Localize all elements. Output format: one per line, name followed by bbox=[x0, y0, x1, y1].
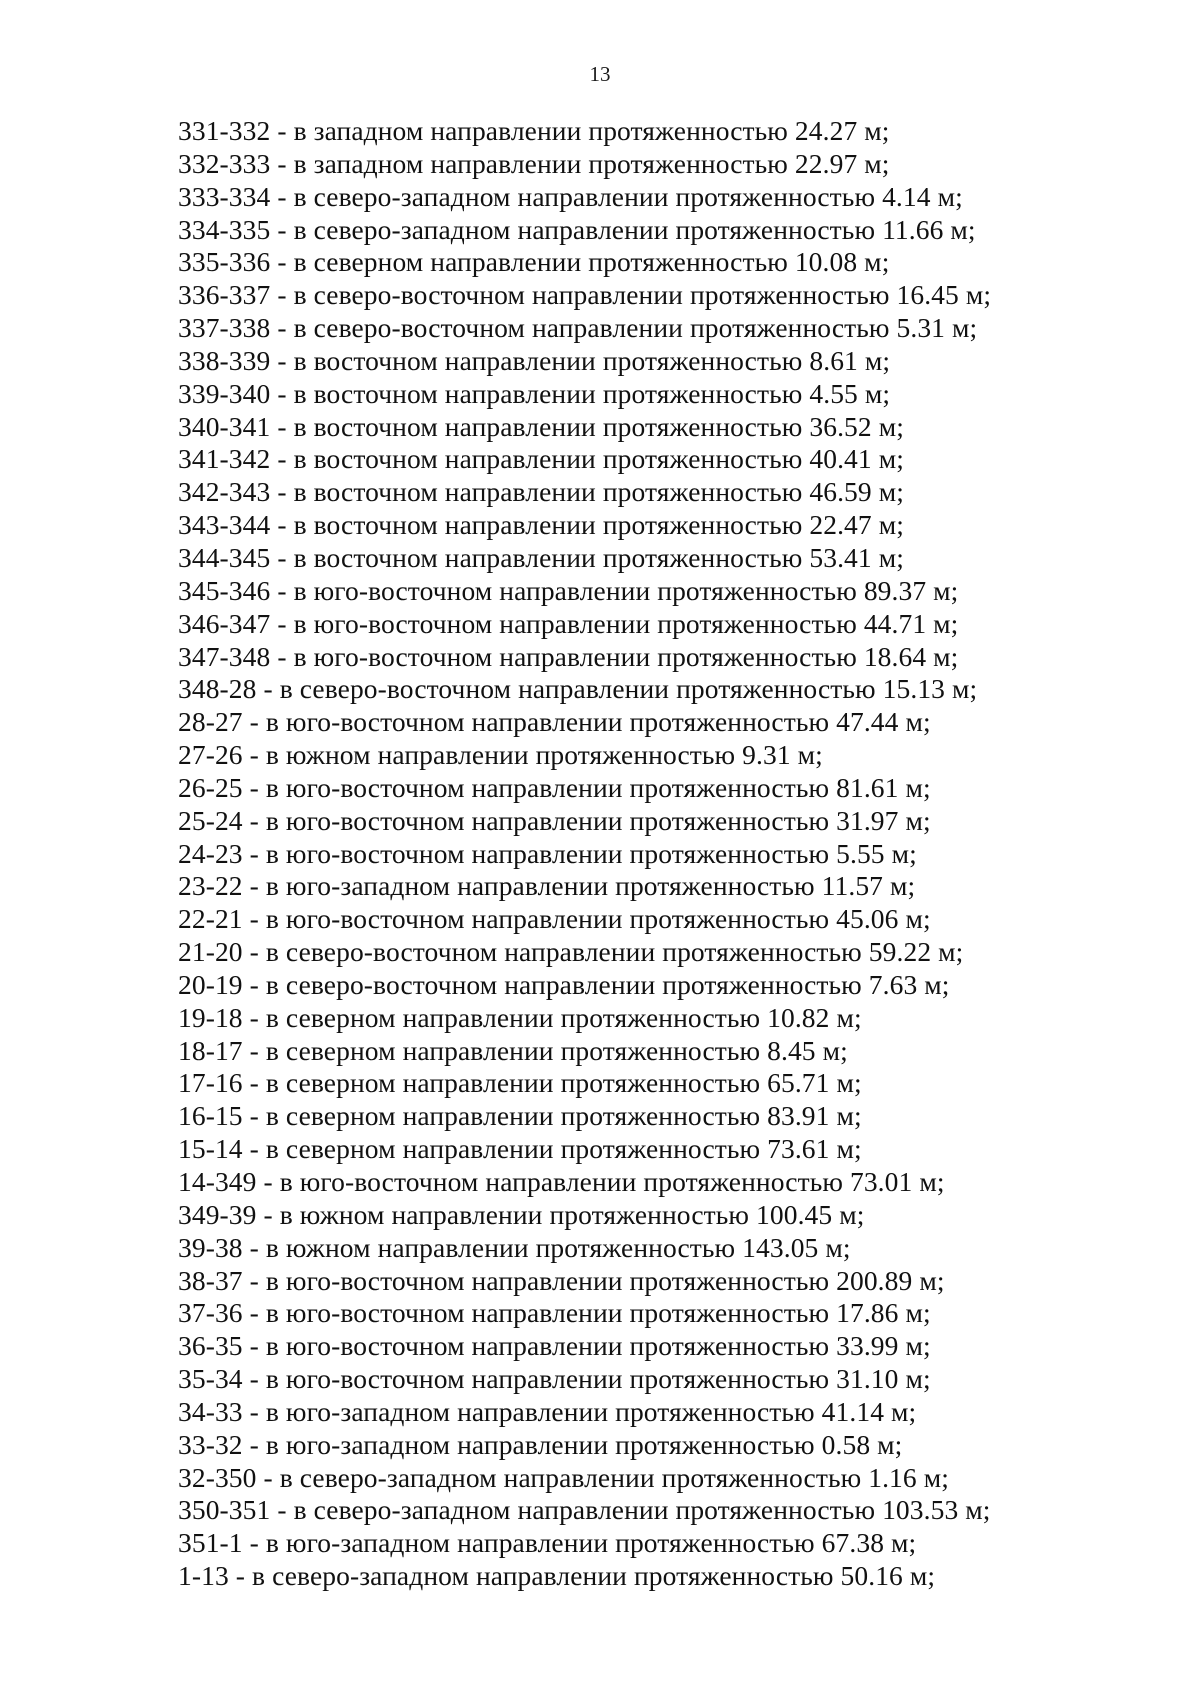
boundary-segment-line: 39-38 - в южном направлении протяженностью 143.05 м; bbox=[178, 1231, 851, 1263]
boundary-segment-line: 28-27 - в юго-восточном направлении протяженностью 47.44 м; bbox=[178, 706, 931, 738]
boundary-segment-line: 331-332 - в западном направлении протяженностью 24.27 м; bbox=[178, 115, 890, 146]
boundary-segment-line: 27-26 - в южном направлении протяженностью 9.31 м; bbox=[178, 739, 823, 771]
boundary-segment-line: 334-335 - в северо-западном направлении протяженностью 11.66 м; bbox=[178, 213, 976, 245]
boundary-segment-line: 25-24 - в юго-восточном направлении протяженностью 31.97 м; bbox=[178, 804, 931, 836]
boundary-segment-line: 345-346 - в юго-восточном направлении протяженностью 89.37 м; bbox=[178, 574, 959, 606]
boundary-segment-line: 337-338 - в северо-восточном направлении протяженностью 5.31 м; bbox=[178, 312, 978, 344]
boundary-segment-line: 33-32 - в юго-западном направлении протяженностью 0.58 м; bbox=[178, 1428, 903, 1460]
boundary-segment-line: 34-33 - в юго-западном направлении протяженностью 41.14 м; bbox=[178, 1395, 917, 1427]
boundary-segment-line: 343-344 - в восточном направлении протяженностью 22.47 м; bbox=[178, 509, 904, 541]
boundary-segment-line: 22-21 - в юго-восточном направлении протяженностью 45.06 м; bbox=[178, 903, 931, 935]
boundary-segment-line: 332-333 - в западном направлении протяженностью 22.97 м; bbox=[178, 147, 890, 179]
boundary-segment-line: 32-350 - в северо-западном направлении протяженностью 1.16 м; bbox=[178, 1461, 949, 1493]
boundary-segment-line: 336-337 - в северо-восточном направлении протяженностью 16.45 м; bbox=[178, 279, 992, 311]
boundary-segment-line: 350-351 - в северо-западном направлении протяженностью 103.53 м; bbox=[178, 1494, 991, 1526]
boundary-segment-line: 340-341 - в восточном направлении протяженностью 36.52 м; bbox=[178, 410, 904, 442]
boundary-segment-line: 339-340 - в восточном направлении протяженностью 4.55 м; bbox=[178, 377, 891, 409]
boundary-segment-line: 38-37 - в юго-восточном направлении протяженностью 200.89 м; bbox=[178, 1264, 945, 1296]
boundary-segment-line: 21-20 - в северо-восточном направлении протяженностью 59.22 м; bbox=[178, 936, 964, 968]
boundary-segment-line: 342-343 - в восточном направлении протяженностью 46.59 м; bbox=[178, 476, 904, 508]
boundary-segment-line: 23-22 - в юго-западном направлении протяженностью 11.57 м; bbox=[178, 870, 916, 902]
boundary-segment-line: 20-19 - в северо-восточном направлении протяженностью 7.63 м; bbox=[178, 968, 950, 1000]
boundary-segment-line: 338-339 - в восточном направлении протяженностью 8.61 м; bbox=[178, 344, 891, 376]
boundary-segment-line: 349-39 - в южном направлении протяженностью 100.45 м; bbox=[178, 1198, 865, 1230]
boundary-segment-line: 347-348 - в юго-восточном направлении протяженностью 18.64 м; bbox=[178, 640, 959, 672]
boundary-segment-line: 16-15 - в северном направлении протяженностью 83.91 м; bbox=[178, 1100, 862, 1132]
boundary-segment-line: 15-14 - в северном направлении протяженностью 73.61 м; bbox=[178, 1133, 862, 1165]
boundary-segment-line: 341-342 - в восточном направлении протяженностью 40.41 м; bbox=[178, 443, 904, 475]
boundary-segment-line: 333-334 - в северо-западном направлении протяженностью 4.14 м; bbox=[178, 180, 963, 212]
boundary-segment-line: 19-18 - в северном направлении протяженностью 10.82 м; bbox=[178, 1001, 862, 1033]
boundary-segment-line: 1-13 - в северо-западном направлении протяженностью 50.16 м; bbox=[178, 1560, 936, 1592]
boundary-segment-line: 346-347 - в юго-восточном направлении протяженностью 44.71 м; bbox=[178, 607, 959, 639]
boundary-segment-line: 35-34 - в юго-восточном направлении протяженностью 31.10 м; bbox=[178, 1363, 931, 1395]
boundary-segment-line: 37-36 - в юго-восточном направлении протяженностью 17.86 м; bbox=[178, 1297, 931, 1329]
boundary-segment-line: 351-1 - в юго-западном направлении протяженностью 67.38 м; bbox=[178, 1527, 917, 1559]
boundary-segment-line: 18-17 - в северном направлении протяженностью 8.45 м; bbox=[178, 1034, 848, 1066]
boundary-segment-line: 17-16 - в северном направлении протяженностью 65.71 м; bbox=[178, 1067, 862, 1099]
boundary-segment-line: 14-349 - в юго-восточном направлении протяженностью 73.01 м; bbox=[178, 1166, 945, 1197]
boundary-segment-line: 24-23 - в юго-восточном направлении протяженностью 5.55 м; bbox=[178, 837, 917, 869]
boundary-segment-line: 335-336 - в северном направлении протяженностью 10.08 м; bbox=[178, 246, 890, 278]
boundary-segment-line: 26-25 - в юго-восточном направлении протяженностью 81.61 м; bbox=[178, 771, 931, 803]
page-number: 13 bbox=[589, 62, 611, 86]
boundary-segment-line: 348-28 - в северо-восточном направлении протяженностью 15.13 м; bbox=[178, 673, 978, 705]
boundary-segment-line: 344-345 - в восточном направлении протяженностью 53.41 м; bbox=[178, 541, 904, 573]
boundary-segment-line: 36-35 - в юго-восточном направлении протяженностью 33.99 м; bbox=[178, 1330, 931, 1362]
boundary-description-list bbox=[178, 115, 991, 1593]
